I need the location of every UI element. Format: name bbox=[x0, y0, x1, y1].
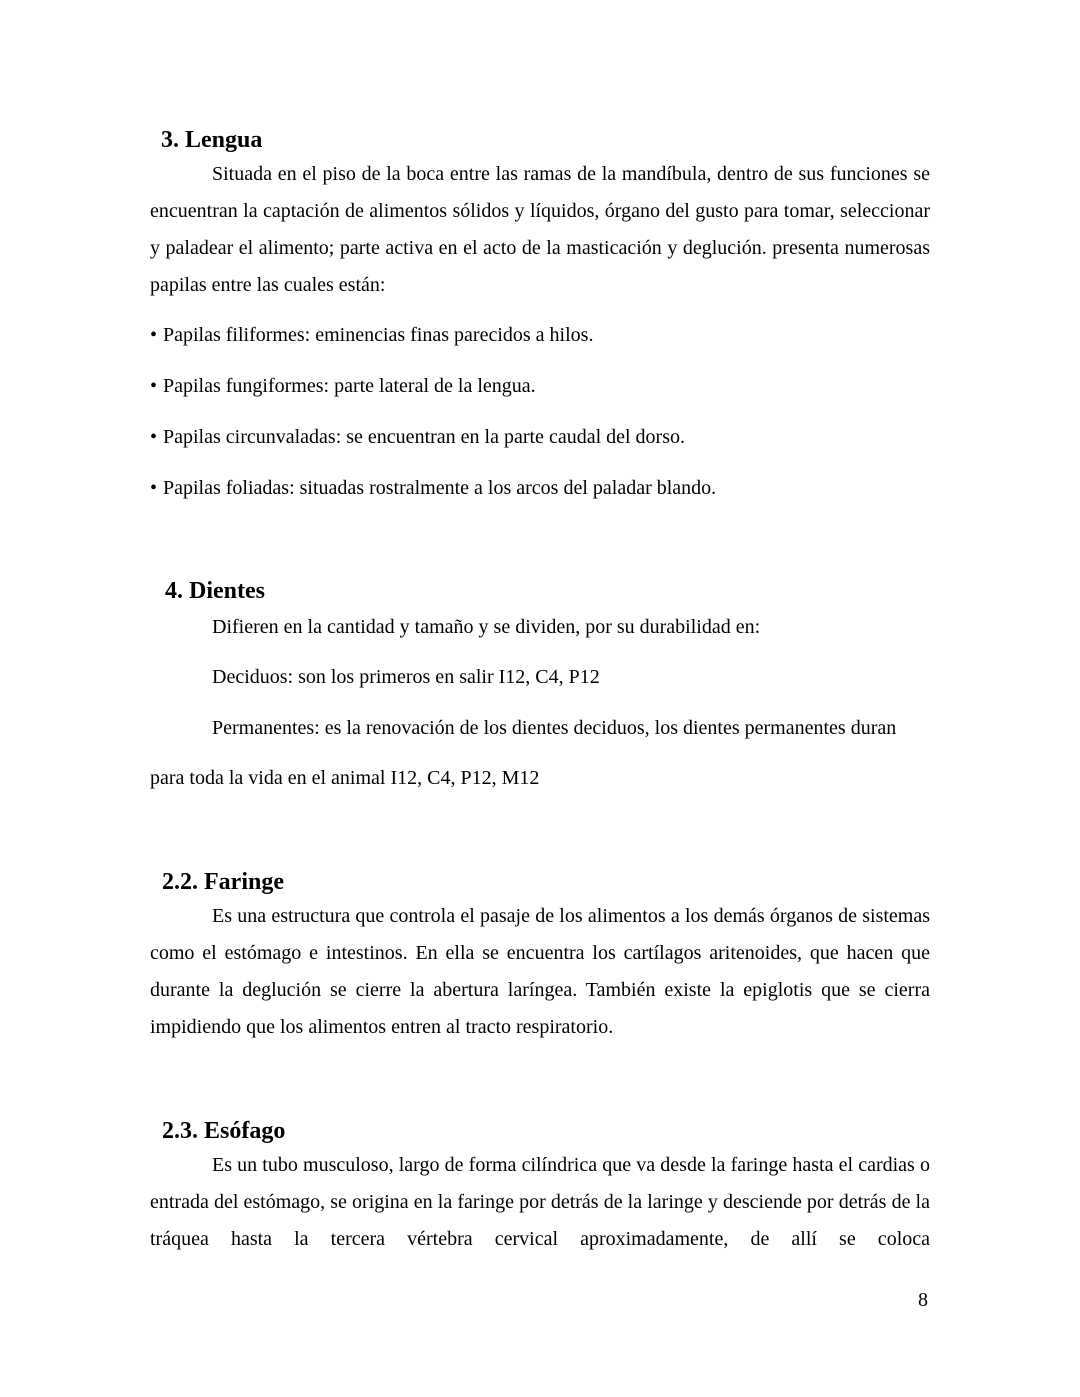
text-line: Difieren en la cantidad y tamaño y se dividen, por su durabilidad en: bbox=[212, 616, 761, 638]
paragraph-faringe: Es una estructura que controla el pasaje de los alimentos a los demás órganos de sistemas como el estómago e intestinos. En ella se encuentra los cartílagos aritenoides, que hacen que durante la deglución se cierre la abertura laríngea. También existe la epiglotis que se cierra impidiendo que los alimentos entren al tracto respiratorio. bbox=[150, 905, 930, 1038]
section-heading-faringe: 2.2. Faringe bbox=[162, 869, 284, 895]
page-number: 8 bbox=[918, 1289, 928, 1311]
paragraph-lengua: Situada en el piso de la boca entre las ramas de la mandíbula, dentro de sus funciones se encuentran la captación de alimentos sólidos y líquidos, órgano del gusto para tomar, seleccionar y paladear el alimento; parte activa en el acto de la masticación y deglución. presenta numerosas papilas entre las cuales están: bbox=[150, 163, 930, 296]
text-line: Deciduos: son los primeros en salir I12, C4, P12 bbox=[212, 666, 600, 688]
paragraph-esofago: Es un tubo musculoso, largo de forma cilíndrica que va desde la faringe hasta el cardias o entrada del estómago, se origina en la faringe por detrás de la laringe y desciende por detrás de la tráquea hasta la tercera vértebra cervical aproximadamente, de allí se coloca bbox=[150, 1154, 930, 1250]
section-heading-dientes: 4. Dientes bbox=[165, 578, 265, 604]
bullet-symbol: • bbox=[150, 324, 158, 346]
bullet-symbol: • bbox=[150, 426, 158, 448]
bullet-text: Papilas circunvaladas: se encuentran en la parte caudal del dorso. bbox=[163, 426, 686, 448]
text-line: para toda la vida en el animal I12, C4, P12, M12 bbox=[150, 767, 540, 789]
section-heading-lengua: 3. Lengua bbox=[161, 127, 263, 153]
bullet-symbol: • bbox=[150, 375, 158, 397]
bullet-item bbox=[150, 323, 593, 347]
bullet-item bbox=[150, 374, 536, 398]
bullet-item bbox=[150, 425, 685, 449]
bullet-item bbox=[150, 476, 716, 500]
bullet-symbol: • bbox=[150, 477, 158, 499]
bullet-text: Papilas fungiformes: parte lateral de la lengua. bbox=[163, 375, 536, 397]
text-line: Permanentes: es la renovación de los dientes deciduos, los dientes permanentes duran bbox=[212, 717, 897, 739]
bullet-text: Papilas foliadas: situadas rostralmente a los arcos del paladar blando. bbox=[163, 477, 717, 499]
bullet-text: Papilas filiformes: eminencias finas parecidos a hilos. bbox=[163, 324, 594, 346]
section-heading-esofago: 2.3. Esófago bbox=[162, 1118, 286, 1144]
